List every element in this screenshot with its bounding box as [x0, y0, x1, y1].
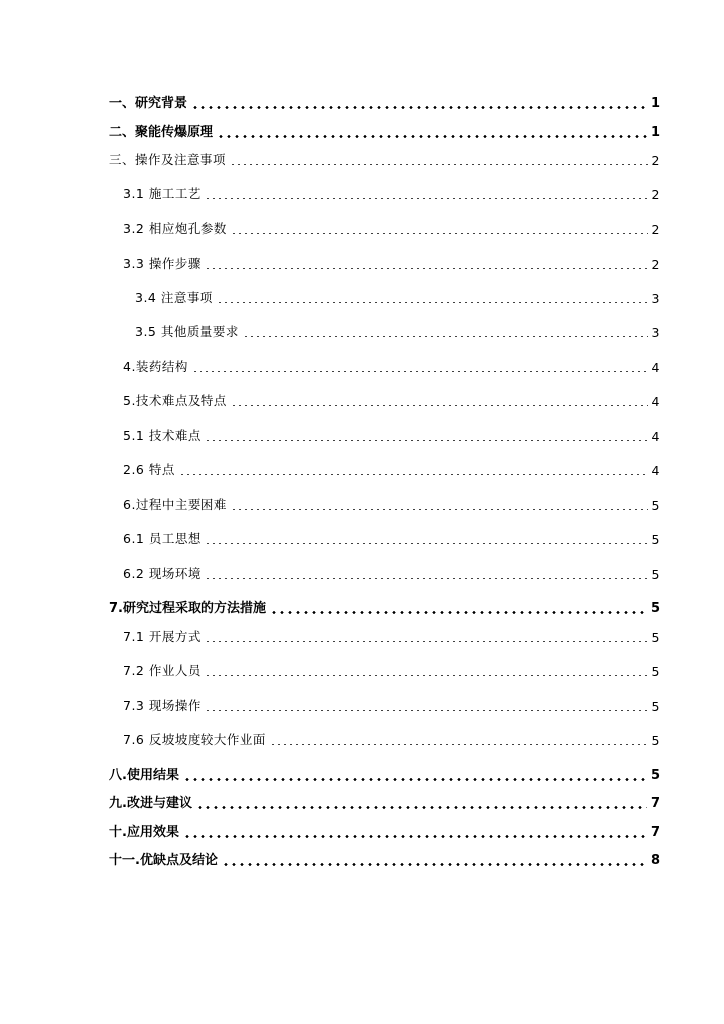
toc-entry[interactable]: [123, 695, 660, 715]
toc-leader-dots: [217, 302, 648, 303]
toc-entry-title: 3.5 其他质量要求: [135, 324, 239, 339]
toc-entry-title: 3.1 施工工艺: [123, 186, 201, 201]
toc-entry[interactable]: [109, 597, 660, 617]
toc-entry-page: 5: [650, 768, 660, 783]
toc-entry-page: 5: [650, 601, 660, 616]
toc-entry[interactable]: [123, 626, 660, 646]
toc-leader-dots: [183, 778, 647, 781]
toc-entry[interactable]: [123, 459, 660, 479]
toc-leader-dots: [205, 440, 648, 441]
toc-entry[interactable]: [135, 287, 660, 307]
toc-leader-dots: [205, 543, 648, 544]
toc-entry[interactable]: [123, 183, 660, 203]
toc-entry-title: 7.2 作业人员: [123, 663, 201, 678]
toc-leader-dots: [205, 578, 648, 579]
toc-leader-dots: [205, 198, 648, 199]
toc-entry-page: 4: [651, 394, 660, 409]
toc-leader-dots: [191, 106, 647, 109]
toc-entry-page: 2: [651, 222, 660, 237]
toc-entry[interactable]: [109, 849, 660, 869]
toc-entry-page: 5: [651, 630, 660, 645]
toc-entry-title: 7.6 反坡坡度较大作业面: [123, 732, 266, 747]
toc-entry-title: 八.使用结果: [109, 768, 179, 783]
toc-leader-dots: [205, 710, 648, 711]
toc-entry[interactable]: [123, 356, 660, 376]
toc-entry-page: 5: [651, 664, 660, 679]
toc-entry-title: 7.研究过程采取的方法措施: [109, 601, 266, 616]
toc-entry-title: 3.2 相应炮孔参数: [123, 221, 227, 236]
toc-entry-title: 7.1 开展方式: [123, 629, 201, 644]
toc-leader-dots: [179, 474, 648, 475]
toc-entry-page: 5: [651, 532, 660, 547]
toc-entry-title: 6.2 现场环境: [123, 566, 201, 581]
toc-entry-page: 2: [651, 153, 660, 168]
toc-entry[interactable]: [123, 494, 660, 514]
toc-entry-page: 7: [650, 796, 660, 811]
toc-entry-title: 2.6 特点: [123, 462, 175, 477]
toc-leader-dots: [196, 806, 647, 809]
toc-entry-title: 5.1 技术难点: [123, 428, 201, 443]
toc-entry-title: 6.过程中主要困难: [123, 497, 227, 512]
toc-entry-title: 十.应用效果: [109, 825, 179, 840]
toc-entry-title: 一、研究背景: [109, 96, 188, 111]
toc-entry-page: 5: [651, 567, 660, 582]
toc-entry[interactable]: [109, 92, 660, 112]
toc-entry-page: 5: [651, 498, 660, 513]
toc-entry[interactable]: [123, 390, 660, 410]
toc-entry-title: 7.3 现场操作: [123, 698, 201, 713]
toc-entry-page: 3: [651, 325, 660, 340]
toc-leader-dots: [270, 611, 647, 614]
toc-entry[interactable]: [123, 729, 660, 749]
toc-entry[interactable]: [109, 149, 660, 169]
toc-entry-page: 4: [651, 429, 660, 444]
toc-entry[interactable]: [109, 121, 660, 141]
toc-entry-title: 6.1 员工思想: [123, 531, 201, 546]
toc-entry-title: 十一.优缺点及结论: [109, 853, 218, 868]
toc-leader-dots: [270, 744, 648, 745]
toc-entry-title: 3.4 注意事项: [135, 290, 213, 305]
toc-entry[interactable]: [109, 821, 660, 841]
toc-entry-page: 5: [651, 733, 660, 748]
toc-leader-dots: [205, 268, 648, 269]
toc-entry-page: 1: [650, 96, 660, 111]
toc-entry-page: 3: [651, 291, 660, 306]
toc-entry-title: 3.3 操作步骤: [123, 256, 201, 271]
toc-leader-dots: [217, 135, 647, 138]
toc-entry-page: 2: [651, 187, 660, 202]
toc-leader-dots: [243, 336, 648, 337]
toc-leader-dots: [205, 675, 648, 676]
toc-leader-dots: [205, 641, 648, 642]
toc-entry-title: 4.装药结构: [123, 359, 188, 374]
toc-leader-dots: [183, 835, 647, 838]
toc-entry[interactable]: [123, 218, 660, 238]
toc-leader-dots: [230, 164, 648, 165]
toc-leader-dots: [231, 509, 648, 510]
toc-leader-dots: [231, 233, 648, 234]
toc-entry-page: 5: [651, 699, 660, 714]
toc-leader-dots: [231, 405, 648, 406]
toc-entry-page: 1: [650, 125, 660, 140]
toc-entry[interactable]: [123, 253, 660, 273]
toc-leader-dots: [222, 863, 647, 866]
toc-entry-page: 8: [650, 853, 660, 868]
toc-entry[interactable]: [135, 321, 660, 341]
toc-entry-title: 九.改进与建议: [109, 796, 192, 811]
toc-entry-page: 4: [651, 360, 660, 375]
toc-leader-dots: [192, 371, 648, 372]
toc-entry[interactable]: [123, 425, 660, 445]
toc-entry[interactable]: [109, 792, 660, 812]
toc-entry-title: 二、聚能传爆原理: [109, 125, 214, 140]
toc-entry-page: 2: [651, 257, 660, 272]
toc-entry-page: 4: [651, 463, 660, 478]
toc-entry-page: 7: [650, 825, 660, 840]
toc-entry[interactable]: [123, 528, 660, 548]
toc-entry[interactable]: [109, 764, 660, 784]
toc-entry[interactable]: [123, 563, 660, 583]
toc-entry-title: 三、操作及注意事项: [109, 152, 227, 167]
toc-entry-title: 5.技术难点及特点: [123, 393, 227, 408]
toc-entry[interactable]: [123, 660, 660, 680]
